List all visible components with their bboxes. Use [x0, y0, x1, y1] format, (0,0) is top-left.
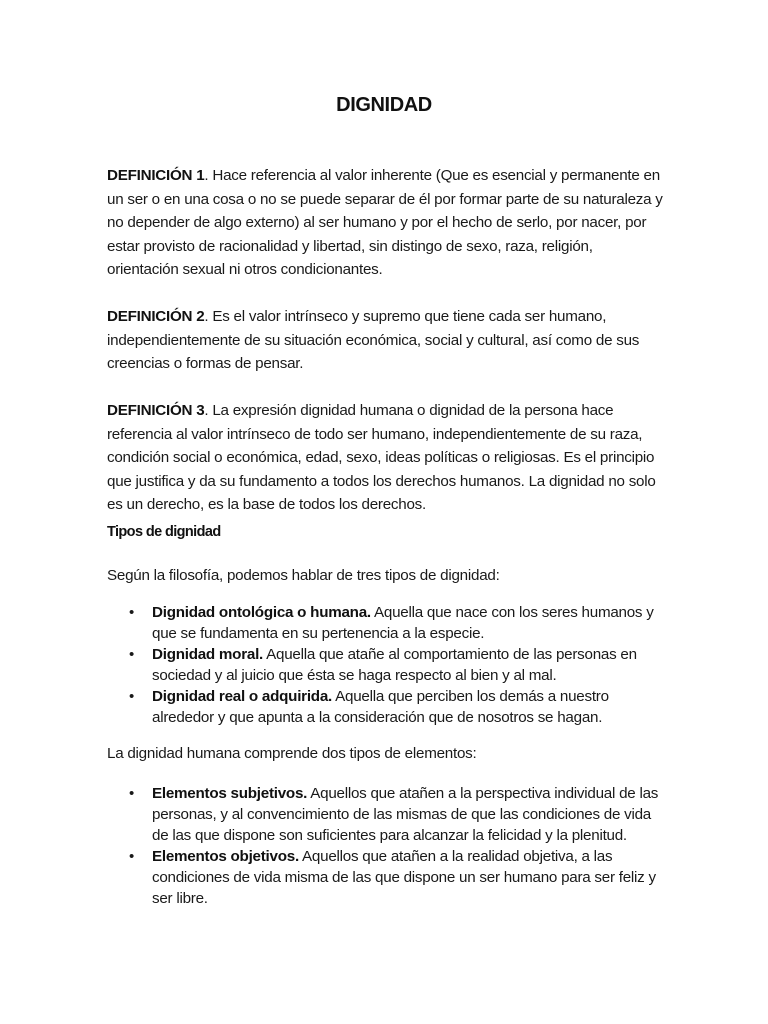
definition-3 — [107, 399, 667, 517]
bullet-icon: • — [129, 688, 135, 705]
list-item — [107, 644, 667, 686]
definition-1-label: DEFINICIÓN 1 — [107, 167, 205, 184]
definition-2-text: . Es el valor intrínseco y supremo que tiene cada ser humano, independientemente de su situación económica, social y cultural, así como de sus creencias o formas de pensar. — [107, 308, 640, 372]
definition-1 — [107, 164, 667, 282]
element-term: Elementos subjetivos. — [152, 785, 308, 802]
element-term: Elementos objetivos. — [152, 848, 299, 865]
type-term: Dignidad ontológica o humana. — [152, 604, 371, 621]
list-item — [107, 686, 667, 728]
types-heading: Tipos de dignidad — [107, 524, 221, 540]
list-item — [107, 783, 667, 846]
type-term: Dignidad real o adquirida. — [152, 688, 332, 705]
types-intro: Según la filosofía, podemos hablar de tres tipos de dignidad: — [107, 567, 500, 584]
definition-1-text: . Hace referencia al valor inherente (Que es esencial y permanente en un ser o en una cosa o no se puede separar de él por formar parte de su naturaleza y no depender de algo externo) al ser humano y por el hecho de serlo, por nacer, por estar provisto de racionalidad y libertad, sin distingo de sexo, raza, religión, orientación sexual ni otros condicionantes. — [107, 167, 663, 278]
document-title: DIGNIDAD — [336, 94, 432, 116]
type-desc: Aquella que perciben los demás a nuestro alrededor y que apunta a la consideración que de nosotros se hagan. — [152, 688, 609, 726]
elements-list — [107, 783, 667, 909]
bullet-icon: • — [129, 785, 135, 802]
definition-3-label: DEFINICIÓN 3 — [107, 402, 205, 419]
definition-3-text: . La expresión dignidad humana o dignidad de la persona hace referencia al valor intrínseco de todo ser humano, independientemente de su raza, condición social o económica, edad, sexo, ideas políticas o religiosas. Es el principio que justifica y da su fundamento a todos los derechos humanos. La dignidad no solo es un derecho, es la base de todos los derechos. — [107, 402, 656, 513]
bullet-icon: • — [129, 646, 135, 663]
element-desc: Aquellos que atañen a la realidad objetiva, a las condiciones de vida misma de las que dispone un ser humano para ser feliz y ser libre. — [152, 848, 656, 907]
bullet-icon: • — [129, 604, 135, 621]
elements-intro: La dignidad humana comprende dos tipos de elementos: — [107, 745, 477, 762]
definition-2 — [107, 305, 667, 376]
list-item — [107, 602, 667, 644]
element-desc: Aquellos que atañen a la perspectiva individual de las personas, y al convencimiento de las mismas de que las condiciones de vida de las que dispone son suficientes para alcanzar la felicidad y la plenitud. — [152, 785, 659, 844]
type-desc: Aquella que nace con los seres humanos y que se fundamenta en su pertenencia a la especie. — [152, 604, 654, 642]
definition-2-label: DEFINICIÓN 2 — [107, 308, 205, 325]
type-term: Dignidad moral. — [152, 646, 264, 663]
types-list — [107, 602, 667, 728]
bullet-icon: • — [129, 848, 135, 865]
type-desc: Aquella que atañe al comportamiento de las personas en sociedad y al juicio que ésta se haga respecto al bien y al mal. — [152, 646, 637, 684]
list-item — [107, 846, 667, 909]
